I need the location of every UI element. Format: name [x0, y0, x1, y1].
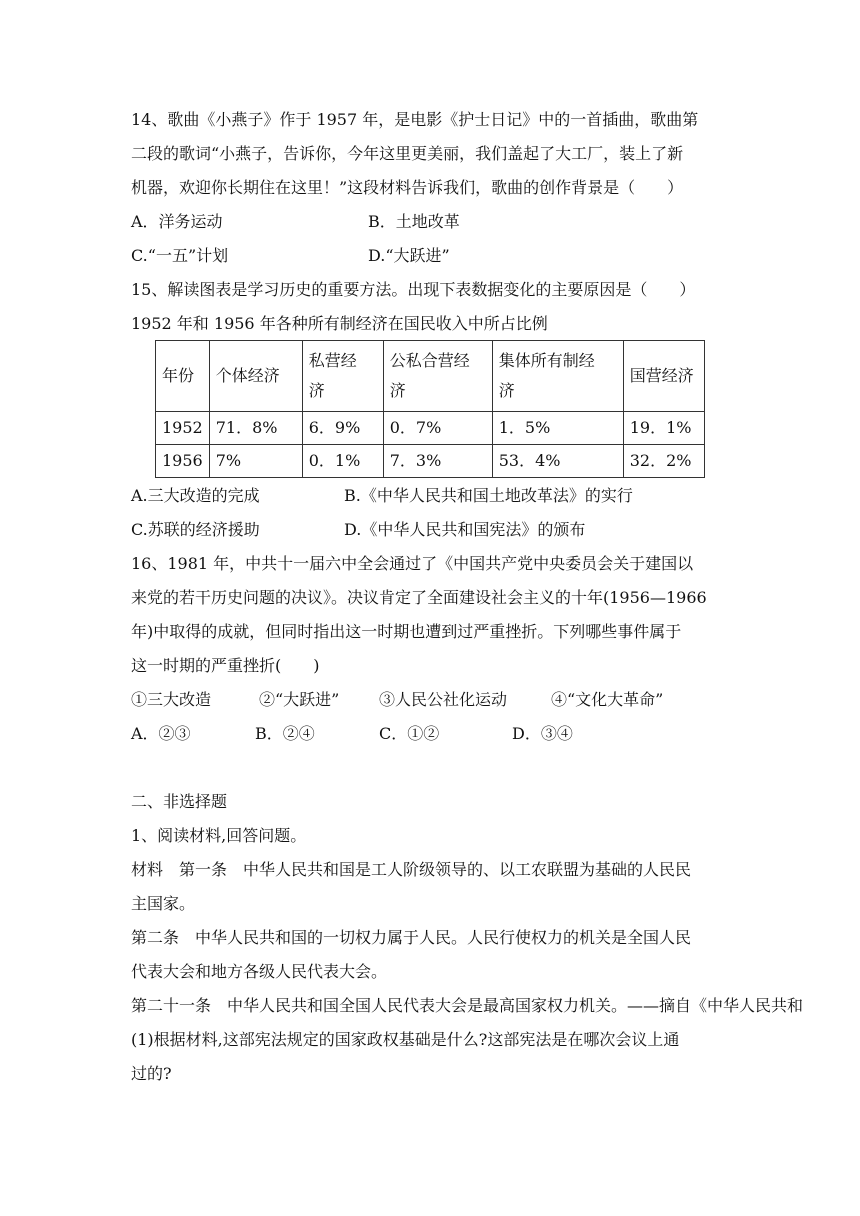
q14-option-d: D.“大跃进” [368, 246, 450, 265]
material-line-4: 代表大会和地方各级人民代表大会。 [131, 962, 388, 981]
material-line-2: 主国家。 [131, 894, 196, 913]
table-row [156, 445, 705, 478]
header-state: 国营经济 [629, 366, 694, 385]
table-cell: 0．7% [383, 412, 492, 445]
q14-option-c: C.“一五”计划 [131, 246, 229, 265]
table-cell: 1956 [156, 445, 210, 478]
table-cell: 7% [209, 445, 302, 478]
q15-option-c: C.苏联的经济援助 [131, 520, 260, 539]
table-header-cell [383, 341, 492, 412]
table-cell: 1952 [156, 412, 210, 445]
material-line-5: 第二十一条 中华人民共和国全国人民代表大会是最高国家权力机关。——摘自《中华人民共和 [131, 996, 804, 1015]
table-cell: 71．8% [209, 412, 302, 445]
q15-option-d: D.《中华人民共和国宪法》的颁布 [344, 520, 586, 539]
table-header-row [156, 341, 705, 412]
q16-line-1: 16、1981 年，中共十一届六中全会通过了《中国共产党中央委员会关于建国以 [131, 554, 694, 573]
q16-option-d: D．③④ [512, 724, 573, 743]
q16-line-2: 来党的若干历史问题的决议》。决议肯定了全面建设社会主义的十年(1956—1966 [131, 588, 707, 607]
q15-data-table [155, 340, 705, 478]
table-cell: 1．5% [492, 412, 623, 445]
material-line-3: 第二条 中华人民共和国的一切权力属于人民。人民行使权力的机关是全国人民 [131, 928, 692, 947]
q15-line-1: 15、解读图表是学习历史的重要方法。出现下表数据变化的主要原因是（ ） [131, 280, 696, 299]
q16-item-3: ③人民公社化运动 [379, 690, 508, 709]
q16-option-a: A．②③ [131, 724, 191, 743]
q16-item-4: ④“文化大革命” [551, 690, 664, 709]
q15-option-b: B.《中华人民共和国土地改革法》的实行 [344, 486, 633, 505]
table-header-cell [302, 341, 383, 412]
q14-line-1: 14、歌曲《小燕子》作于 1957 年，是电影《护士日记》中的一首插曲，歌曲第 [131, 110, 699, 129]
header-individual: 个体经济 [215, 366, 280, 385]
table-row [156, 412, 705, 445]
sub-question-1-line-2: 过的? [131, 1064, 172, 1083]
section-title: 二、非选择题 [131, 792, 228, 811]
header-collective: 集体所有制经 济 [498, 351, 595, 400]
q15-table-caption: 1952 年和 1956 年各种所有制经济在国民收入中所占比例 [131, 314, 548, 333]
header-year: 年份 [162, 366, 195, 385]
q14-line-2: 二段的歌词“小燕子，告诉你，今年这里更美丽，我们盖起了大工厂，装上了新 [131, 144, 684, 163]
q16-line-4: 这一时期的严重挫折( ) [131, 656, 320, 675]
q14-line-3: 机器，欢迎你长期住在这里！”这段材料告诉我们，歌曲的创作背景是（ ） [131, 178, 684, 197]
table-header-cell [209, 341, 302, 412]
table-header-cell [492, 341, 623, 412]
q16-item-2: ②“大跃进” [259, 690, 340, 709]
sub-question-1-line-1: (1)根据材料,这部宪法规定的国家政权基础是什么?这部宪法是在哪次会议上通 [131, 1030, 680, 1049]
header-private: 私营经 济 [308, 351, 357, 400]
table-header-cell [623, 341, 704, 412]
table-header-cell [156, 341, 210, 412]
q16-option-b: B．②④ [255, 724, 315, 743]
table-cell: 19．1% [623, 412, 704, 445]
q16-line-3: 年)中取得的成就，但同时指出这一时期也遭到过严重挫折。下列哪些事件属于 [131, 622, 682, 641]
q14-option-a: A．洋务运动 [131, 212, 223, 231]
table-cell: 6．9% [302, 412, 383, 445]
material-line-1: 材料 第一条 中华人民共和国是工人阶级领导的、以工农联盟为基础的人民民 [131, 860, 692, 879]
q16-item-1: ①三大改造 [131, 690, 212, 709]
q15-option-a: A.三大改造的完成 [131, 486, 260, 505]
table-cell: 0．1% [302, 445, 383, 478]
header-joint: 公私合营经 济 [389, 351, 470, 400]
table-cell: 7．3% [383, 445, 492, 478]
q16-option-c: C．①② [379, 724, 440, 743]
table-cell: 32．2% [623, 445, 704, 478]
q1-title: 1、阅读材料,回答问题。 [131, 826, 307, 845]
q14-option-b: B．土地改革 [368, 212, 460, 231]
table-cell: 53．4% [492, 445, 623, 478]
